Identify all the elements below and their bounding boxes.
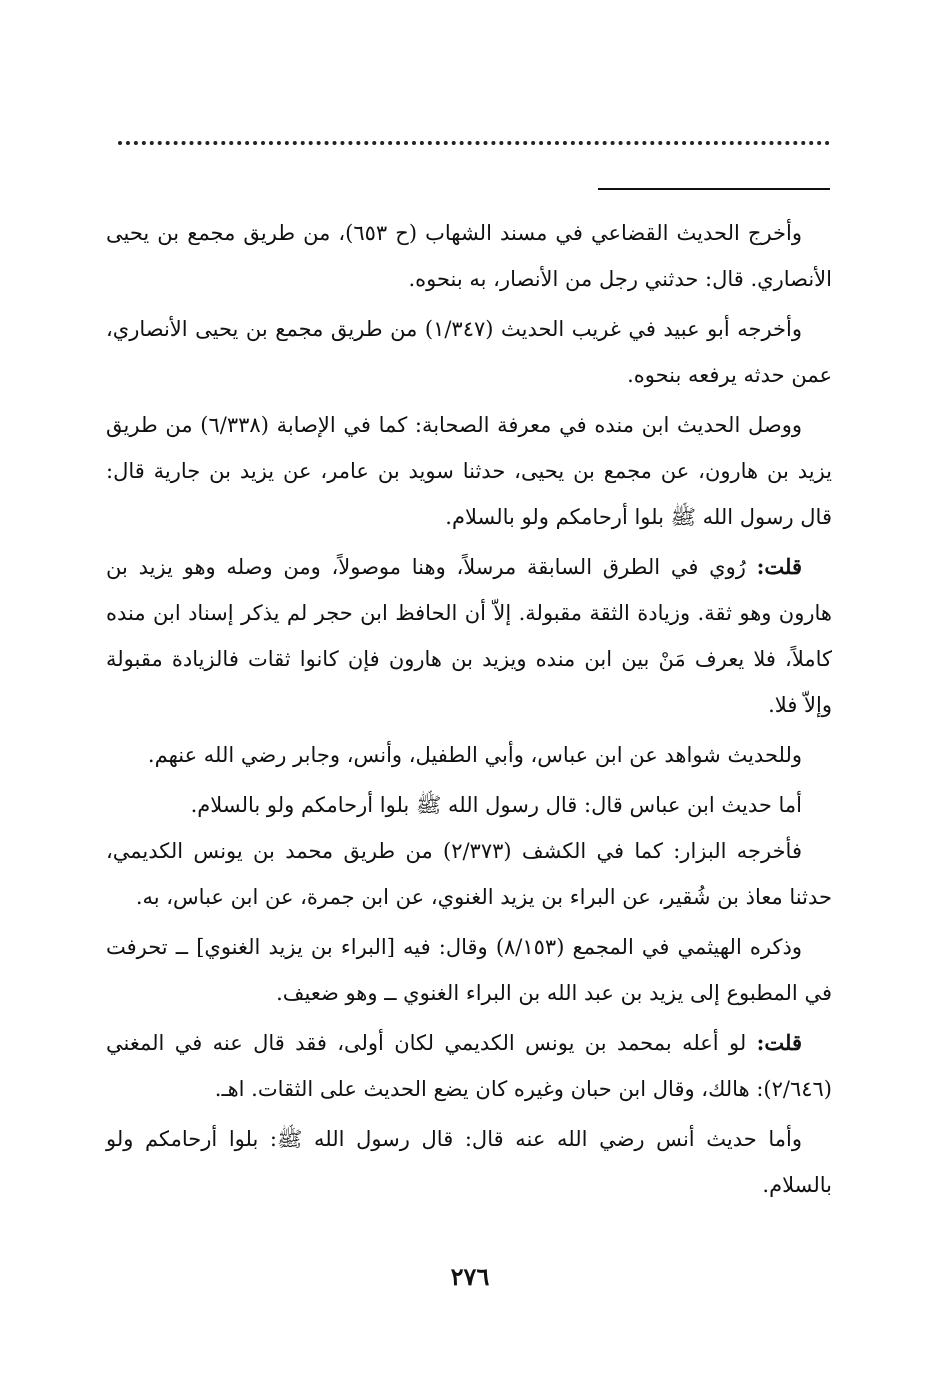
paragraph-10: [106, 1116, 832, 1208]
paragraph-body: فأخرجه البزار: كما في الكشف (٢/٣٧٣) من طريق محمد بن يونس الكديمي، حدثنا معاذ بن شُقير، عن البراء بن يزيد الغنوي، عن ابن جمرة، عن ابن عباس، به.: [106, 839, 832, 909]
paragraph-lead: قلت:: [756, 1030, 802, 1055]
paragraph-9: [106, 1020, 832, 1112]
paragraph-body: رُوي في الطرق السابقة مرسلاً، وهنا موصولاً، ومن وصله وهو يزيد بن هارون وهو ثقة. وزيادة الثقة مقبولة. إلاّ أن الحافظ ابن حجر لم يذكر إسناد ابن منده كاملاً، فلا يعرف مَنْ بين ابن منده ويزيد بن هارون فإن كانوا ثقات فالزيادة مقبولة وإلاّ فلا.: [106, 555, 832, 717]
paragraph-5: [106, 732, 832, 778]
paragraph-2: [106, 306, 832, 398]
paragraph-body: وذكره الهيثمي في المجمع (٨/١٥٣) وقال: فيه [البراء بن يزيد الغنوي] ــ تحرفت في المطبوع إلى يزيد بن عبد الله بن البراء الغنوي ــ وهو ضعيف.: [106, 935, 832, 1005]
footnote-rule: [598, 188, 830, 190]
paragraph-body: وأما حديث أنس رضي الله عنه قال: قال رسول الله ﷺ: بلوا أرحامكم ولو بالسلام.: [106, 1127, 832, 1197]
paragraph-1: [106, 210, 832, 302]
paragraph-lead: قلت:: [756, 554, 802, 579]
paragraph-body: لو أعله بمحمد بن يونس الكديمي لكان أولى، فقد قال عنه في المغني (٢/٦٤٦): هالك، وقال ابن حبان وغيره كان يضع الحديث على الثقات. اهـ.: [106, 1031, 832, 1101]
page-number: ٢٧٦: [450, 1262, 490, 1291]
paragraph-body: ووصل الحديث ابن منده في معرفة الصحابة: كما في الإصابة (٦/٣٣٨) من طريق يزيد بن هارون، عن مجمع بن يحيى، حدثنا سويد بن عامر، عن يزيد بن جارية قال: قال رسول الله ﷺ بلوا أرحامكم ولو بالسلام.: [106, 413, 832, 529]
paragraph-3: [106, 402, 832, 540]
paragraph-6: [106, 782, 832, 828]
footnote-text: [106, 210, 832, 1212]
paragraph-body: وأخرج الحديث القضاعي في مسند الشهاب (ح ٦٥٣)، من طريق مجمع بن يحيى الأنصاري. قال: حدثني رجل من الأنصار، به بنحوه.: [106, 221, 832, 291]
dotted-separator: [118, 141, 830, 145]
paragraph-body: أما حديث ابن عباس قال: قال رسول الله ﷺ بلوا أرحامكم ولو بالسلام.: [190, 793, 802, 817]
paragraph-body: وأخرجه أبو عبيد في غريب الحديث (١/٣٤٧) من طريق مجمع بن يحيى الأنصاري، عمن حدثه يرفعه بنحوه.: [106, 317, 832, 387]
paragraph-body: وللحديث شواهد عن ابن عباس، وأبي الطفيل، وأنس، وجابر رضي الله عنهم.: [147, 743, 802, 767]
paragraph-4: [106, 544, 832, 728]
paragraph-7: [106, 828, 832, 920]
paragraph-8: [106, 924, 832, 1016]
